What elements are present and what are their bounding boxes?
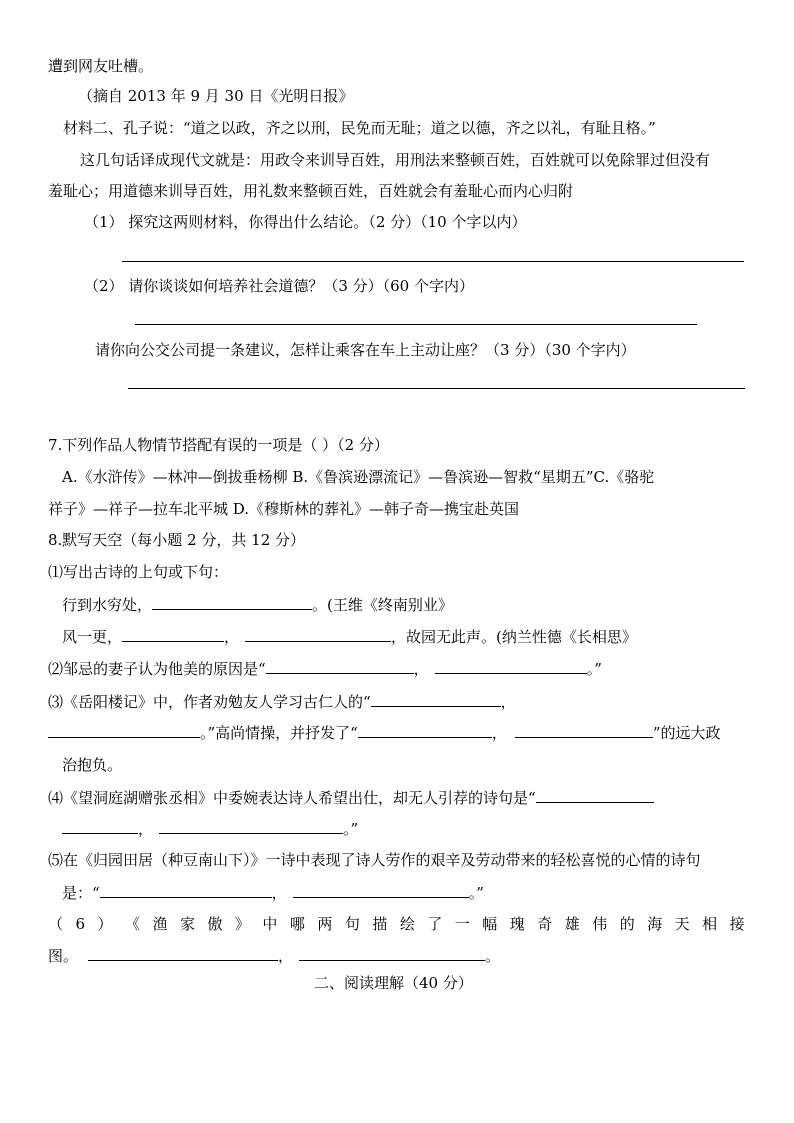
answer-blank[interactable] bbox=[293, 882, 469, 898]
fill-text: ， bbox=[138, 820, 154, 838]
fill-text: 。”高尚情操，并抒发了“ bbox=[200, 724, 358, 742]
fill-text: ⑷《望洞庭湖赠张丞相》中委婉表达诗人希望出仕，却无人引荐的诗句是“ bbox=[48, 789, 536, 807]
options-line: A.《水浒传》—林冲—倒拔垂杨柳 B.《鲁滨逊漂流记》—鲁滨逊—智救“星期五”C.《骆驼 bbox=[62, 468, 655, 486]
char: 一 bbox=[454, 915, 470, 933]
char: 句 bbox=[344, 915, 360, 933]
answer-blank[interactable] bbox=[100, 882, 272, 898]
answer-blank[interactable] bbox=[245, 626, 391, 642]
answer-line[interactable] bbox=[122, 261, 744, 262]
fill-text: 。” bbox=[468, 884, 484, 902]
char: 天 bbox=[674, 915, 690, 933]
fill-line bbox=[62, 594, 453, 615]
question-7: 7.下列作品人物情节搭配有误的一项是（ ）（2 分） bbox=[48, 436, 389, 454]
fill-text: ，故园无此声。(纳兰性德《长相思》 bbox=[391, 628, 637, 646]
answer-blank[interactable] bbox=[152, 594, 312, 610]
answer-line[interactable] bbox=[128, 388, 745, 389]
sub-question-5: ⑸在《归园田居（种豆南山下）》一诗中表现了诗人劳作的艰辛及劳动带来的轻松喜悦的心情的诗句 bbox=[48, 851, 701, 869]
char: 伟 bbox=[592, 915, 608, 933]
fill-text: ⑵邹忌的妻子认为他美的原因是“ bbox=[48, 660, 266, 678]
fill-line bbox=[48, 722, 721, 743]
answer-blank[interactable] bbox=[536, 787, 654, 803]
fill-text: ”的远大政 bbox=[652, 724, 721, 742]
answer-blank[interactable] bbox=[122, 626, 224, 642]
answer-blank[interactable] bbox=[266, 658, 414, 674]
fill-text: 。(王维《终南别业》 bbox=[312, 596, 453, 614]
sub-question-4 bbox=[48, 787, 654, 808]
char: 中 bbox=[262, 915, 278, 933]
question-8: 8.默写天空（每小题 2 分，共 12 分） bbox=[48, 531, 306, 549]
char: 》 bbox=[234, 915, 250, 933]
char: 家 bbox=[179, 915, 195, 933]
options-line: 祥子》—祥子—拉车北平城 D.《穆斯林的葬礼》—韩子奇—携宝赴英国 bbox=[48, 500, 520, 518]
text-line: 治抱负。 bbox=[62, 756, 123, 774]
answer-blank[interactable] bbox=[515, 722, 653, 738]
text-line: 这几句话译成现代文就是：用政令来训导百姓，用刑法来整顿百姓，百姓就可以免除罪过但没有 bbox=[80, 151, 711, 169]
fill-text: ， bbox=[271, 884, 287, 902]
fill-line bbox=[62, 818, 358, 839]
sub-question-6 bbox=[48, 914, 745, 934]
fill-text: 行到水穷处， bbox=[62, 596, 153, 614]
char: 描 bbox=[372, 915, 388, 933]
fill-text: ， bbox=[413, 660, 429, 678]
material-two: 材料二、孔子说：“道之以政，齐之以刑，民免而无耻；道之以德，齐之以礼，有耻且格。” bbox=[63, 119, 656, 137]
char: 了 bbox=[427, 915, 443, 933]
answer-blank[interactable] bbox=[62, 818, 138, 834]
char: ） bbox=[97, 915, 113, 933]
char: 哪 bbox=[289, 915, 305, 933]
fill-text: ⑶《岳阳楼记》中，作者劝勉友人学习古仁人的“ bbox=[48, 693, 371, 711]
fill-text: 图。 bbox=[48, 947, 79, 965]
question-3: 请你向公交公司提一条建议，怎样让乘客在车上主动让座？（3 分）（30 个字内） bbox=[95, 341, 636, 359]
char: 瑰 bbox=[509, 915, 525, 933]
fill-line bbox=[48, 945, 500, 966]
fill-text: 。” bbox=[586, 660, 602, 678]
char: 渔 bbox=[152, 915, 168, 933]
fill-text: ， bbox=[278, 947, 294, 965]
char: 海 bbox=[647, 915, 663, 933]
question-1: （1） 探究这两则材料，你得出什么结论。（2 分）（10 个字以内） bbox=[84, 213, 527, 231]
sub-question-2 bbox=[48, 658, 602, 679]
fill-text: ， bbox=[491, 724, 507, 742]
fill-text: 。 bbox=[485, 947, 501, 965]
fill-line bbox=[62, 626, 637, 647]
source-citation: （摘自 2013 年 9 月 30 日《光明日报》 bbox=[78, 87, 354, 105]
fill-text: ， bbox=[500, 693, 516, 711]
section-heading: 二、阅读理解（40 分） bbox=[314, 974, 473, 992]
char: 两 bbox=[317, 915, 333, 933]
fill-text: 风一更， bbox=[62, 628, 123, 646]
answer-blank[interactable] bbox=[371, 691, 501, 707]
char: 接 bbox=[729, 915, 745, 933]
char: （ bbox=[48, 915, 64, 933]
answer-blank[interactable] bbox=[88, 945, 278, 961]
answer-line[interactable] bbox=[135, 324, 697, 325]
sub-question-3 bbox=[48, 691, 516, 712]
char: 《 bbox=[124, 915, 140, 933]
char: 的 bbox=[619, 915, 635, 933]
sub-question-1: ⑴写出古诗的上句或下句： bbox=[48, 563, 229, 581]
char: 奇 bbox=[537, 915, 553, 933]
char: 相 bbox=[702, 915, 718, 933]
text-line: 遭到网友吐槽。 bbox=[48, 57, 154, 75]
answer-blank[interactable] bbox=[159, 818, 343, 834]
char: 雄 bbox=[564, 915, 580, 933]
answer-blank[interactable] bbox=[299, 945, 485, 961]
fill-text: 。” bbox=[343, 820, 359, 838]
char: 幅 bbox=[482, 915, 498, 933]
question-2: （2） 请你谈谈如何培养社会道德？（3 分）（60 个字内） bbox=[84, 277, 474, 295]
text-line: 羞耻心；用道德来训导百姓，用礼数来整顿百姓，百姓就会有羞耻心而内心归附 bbox=[48, 182, 574, 200]
char: 6 bbox=[75, 915, 86, 933]
answer-blank[interactable] bbox=[358, 722, 492, 738]
answer-blank[interactable] bbox=[435, 658, 587, 674]
fill-line bbox=[62, 882, 484, 903]
fill-text: 是：“ bbox=[62, 884, 100, 902]
char: 绘 bbox=[399, 915, 415, 933]
answer-blank[interactable] bbox=[48, 722, 200, 738]
fill-text: ， bbox=[224, 628, 240, 646]
char: 傲 bbox=[207, 915, 223, 933]
